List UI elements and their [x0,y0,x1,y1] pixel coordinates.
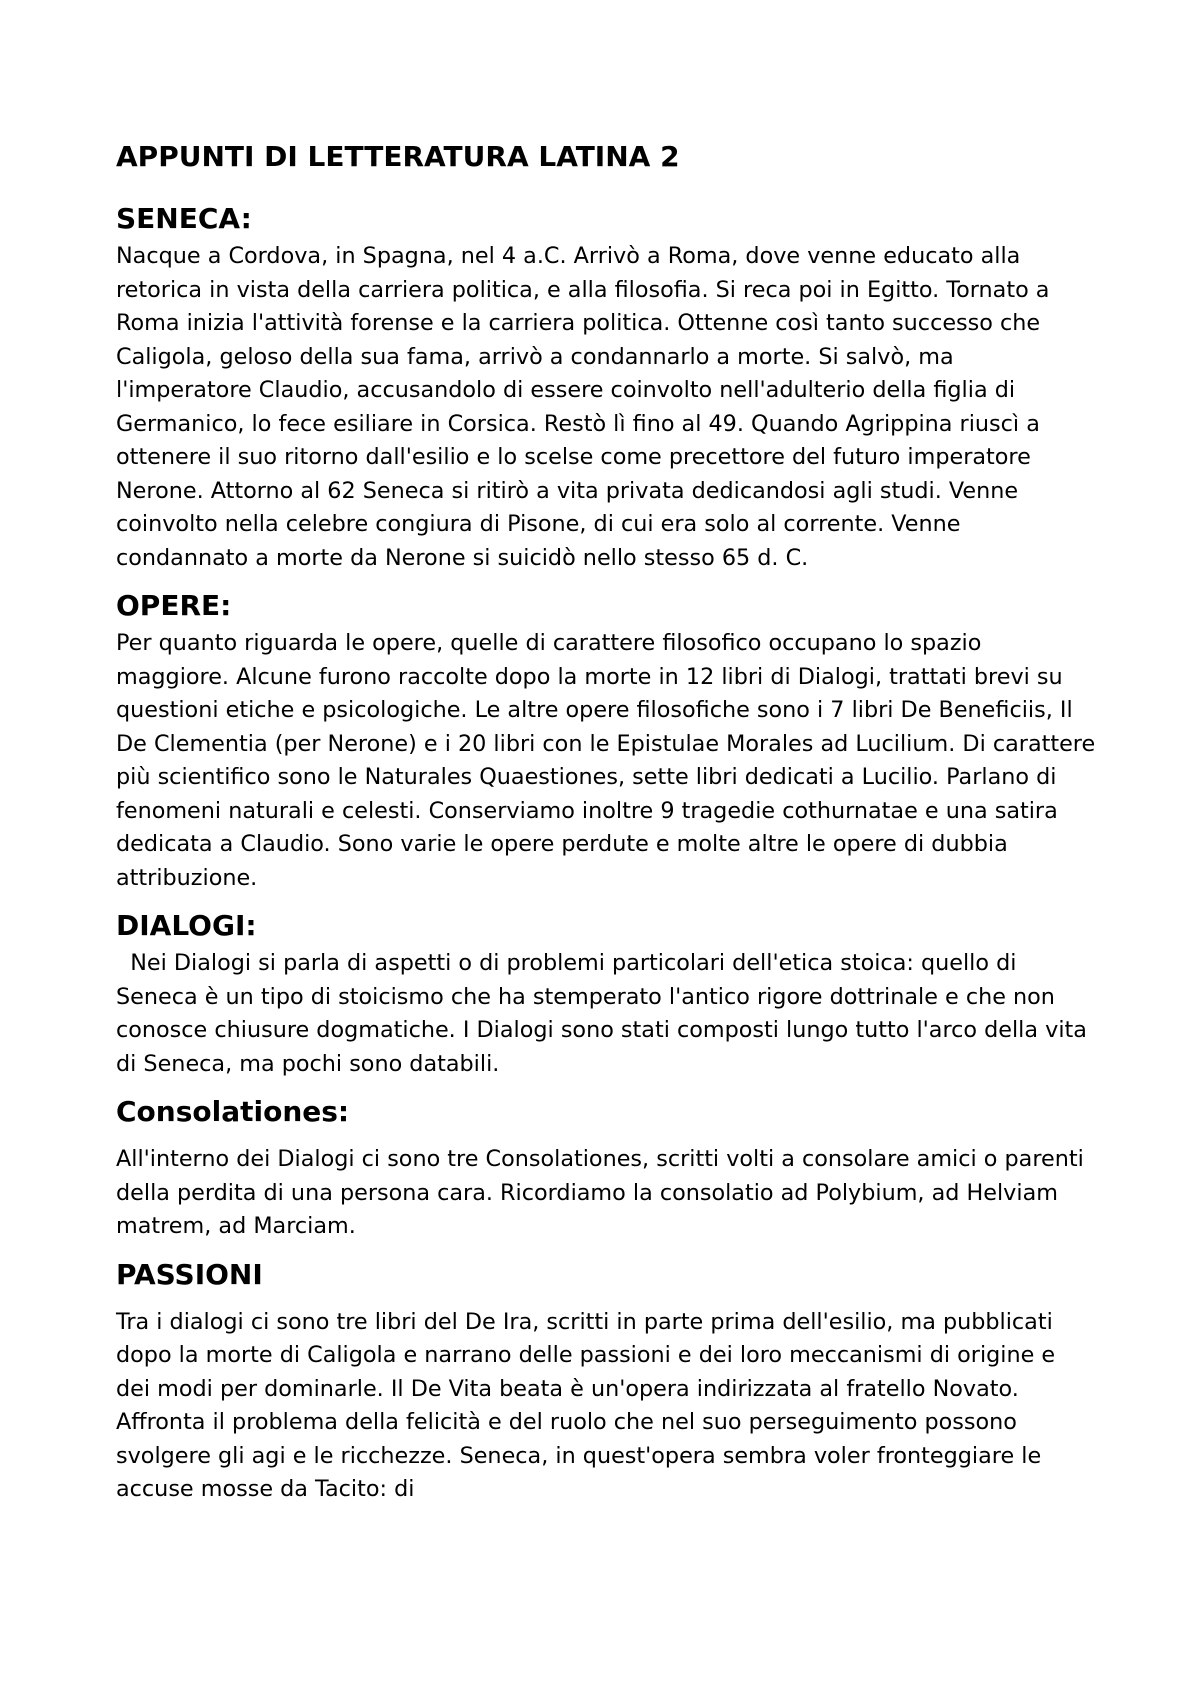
section-heading-consolationes: Consolationes: [116,1095,350,1128]
section-body-consolationes: All'interno dei Dialogi ci sono tre Consolationes, scritti volti a consolare amici o parenti della perdita di una persona cara. Ricordiamo la consolatio ad Polybium, ad Helviam matrem, ad Marciam. [116,1146,1084,1239]
section-heading-seneca: SENECA: [116,202,252,235]
section-heading-dialogi: DIALOGI: [116,909,257,942]
document-title: APPUNTI DI LETTERATURA LATINA 2 [116,140,680,173]
section-heading-passioni: PASSIONI [116,1257,263,1291]
section-body-dialogi: Nei Dialogi si parla di aspetti o di problemi particolari dell'etica stoica: quello di Seneca è un tipo di stoicismo che ha stemperato l'antico rigore dottrinale e che non conosce chiusure dogmatiche. I Dialogi sono stati composti lungo tutto l'arco della vita di Seneca, ma pochi sono databili. [116,950,1095,1077]
section-body-opere: Per quanto riguarda le opere, quelle di carattere filosofico occupano lo spazio maggiore. Alcune furono raccolte dopo la morte in 12 libri di Dialogi, trattati brevi su questioni etiche e psicologiche. Le altre opere filosofiche sono i 7 libri De Beneficiis, Il De Clementia (per Nerone) e i 20 libri con le Epistulae Morales ad Lucilium. Di carattere più scientifico sono le Naturales Quaestiones, sette libri dedicati a Lucilio. Parlano di fenomeni naturali e celesti. Conserviamo inoltre 9 tragedie cothurnatae e una satira dedicata a Claudio. Sono varie le opere perdute e molte altre le opere di dubbia attribuzione. [116,630,1096,891]
section-body-passioni: Tra i dialogi ci sono tre libri del De Ira, scritti in parte prima dell'esilio, ma pubblicati dopo la morte di Caligola e narrano delle passioni e dei loro meccanismi di origine e dei modi per dominarle. Il De Vita beata è un'opera indirizzata al fratello Novato. Affronta il problema della felicità e del ruolo che nel suo perseguimento possono svolgere gli agi e le ricchezze. Seneca, in quest'opera sembra voler fronteggiare le accuse mosse da Tacito: di [116,1308,1056,1502]
document-page [116,140,1096,1521]
section-body-seneca: Nacque a Cordova, in Spagna, nel 4 a.C. Arrivò a Roma, dove venne educato alla retorica in vista della carriera politica, e alla filosofia. Si reca poi in Egitto. Tornato a Roma inizia l'attività forense e la carriera politica. Ottenne così tanto successo che Caligola, geloso della sua fama, arrivò a condannarlo a morte. Si salvò, ma l'imperatore Claudio, accusandolo di essere coinvolto nell'adulterio della figlia di Germanico, lo fece esiliare in Corsica. Restò lì fino al 49. Quando Agrippina riuscì a ottenere il suo ritorno dall'esilio e lo scelse come precettore del futuro imperatore Nerone. Attorno al 62 Seneca si ritirò a vita privata dedicandosi agli studi. Venne coinvolto nella celebre congiura di Pisone, di cui era solo al corrente. Venne condannato a morte da Nerone si suicidò nello stesso 65 d. C. [116,243,1050,571]
section-heading-opere: OPERE: [116,589,232,622]
